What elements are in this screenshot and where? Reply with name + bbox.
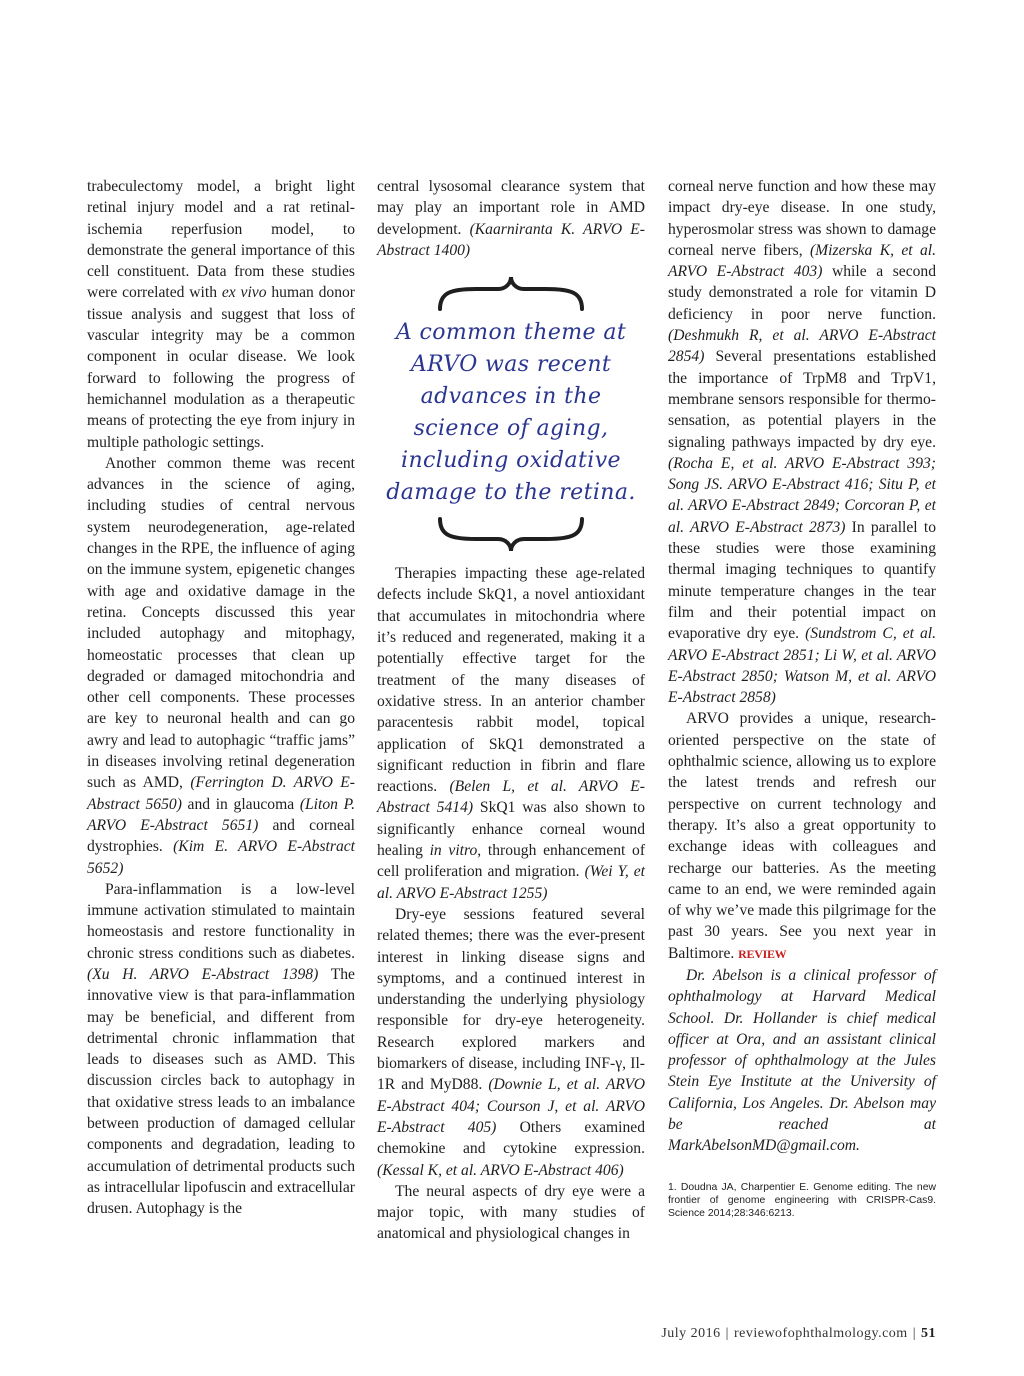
bottom-brace-icon [436, 517, 586, 553]
review-end-mark: REVIEW [738, 946, 787, 961]
column-3 [668, 176, 936, 1220]
footer-date: July 2016 [661, 1326, 721, 1341]
column-1 [87, 176, 355, 1220]
author-bio: Dr. Abelson is a clinical professor of ophthalmology at Harvard Medical School. Dr. Hollander is chief medical officer at Ora, and an assistant clinical professor of ophthalmology at the Jules Stein Eye Institute at the University of California, Los Angeles. Dr. Abelson may be reached at MarkAbelsonMD@gmail.com. [668, 966, 936, 1155]
page-number: 51 [921, 1326, 936, 1341]
footer-divider: | [912, 1326, 916, 1341]
footnote: 1. Doudna JA, Charpentier E. Genome editing. The new frontier of genome engineering with CRISPR-Cas9. Science 2014;28:346:6213. [668, 1181, 936, 1219]
col1-paragraph-1: trabeculectomy model, a bright light retinal injury model and a rat retinal-ischemia reperfusion model, to demonstrate the general importance of this cell constituent. Data from these studies were correlated with ex vivo human donor tissue analysis and suggest that loss of vascular integrity may be a common component in ocular disease. We look forward to following the progress of hemichannel modulation as a therapeutic means of protecting the eye from injury in multiple pathologic settings. [87, 178, 356, 451]
top-brace-icon [436, 275, 586, 311]
page-footer [661, 1326, 936, 1342]
col2-paragraph-2: Therapies impacting these age-related defects include SkQ1, a novel antioxidant that accumulates in mitochondria where it’s reduced and regenerated, making it a potentially effective target for the treatment of the many diseases of oxidative stress. In an anterior chamber paracentesis rabbit model, topical application of SkQ1 demonstrated a significant reduction in fibrin and flare reactions. (Belen L, et al. ARVO E-Abstract 5414) SkQ1 was also shown to significantly enhance corneal wound healing in vitro, through enhancement of cell proliferation and migration. (Wei Y, et al. ARVO E-Abstract 1255) [377, 565, 646, 902]
column-2 [377, 176, 645, 1245]
col3-paragraph-2: ARVO provides a unique, research-oriented perspective on the state of ophthalmic science, allowing us to explore the latest trends and refresh our perspective on current technology and therapy. It’s also a great opportunity to exchange ideas with colleagues and recharge our batteries. As the meeting came to an end, we were reminded again of why we’ve made this pilgrimage for the past 30 years. See you next year in Baltimore. REVIEW [668, 710, 936, 962]
pull-quote [377, 275, 645, 553]
footer-divider: | [725, 1326, 729, 1341]
col2-paragraph-3: Dry-eye sessions featured several related themes; there was the ever-present interest in linking disease signs and symptoms, and a continued interest in understanding the underlying physiology responsible for dry-eye heterogeneity. Research explored markers and biomarkers of disease, including INF-γ, Il-1R and MyD88. (Downie L, et al. ARVO E-Abstract 404; Courson J, et al. ARVO E-Abstract 405) Others examined chemokine and cytokine expression. (Kessal K, et al. ARVO E-Abstract 406) [377, 905, 645, 1179]
col1-paragraph-3: Para-inflammation is a low-level immune activation stimulated to maintain homeostasis and restore functionality in chronic stress conditions such as diabetes. (Xu H. ARVO E-Abstract 1398) The innovative view is that para-inflammation may be beneficial, and different from detrimental chronic inflammation that leads to diseases such as AMD. This discussion circles back to autophagy in that oxidative stress leads to an imbalance between production of damaged cellular components and degradation, leading to accumulation of detrimental products such as intracellular lipofuscin and extracellular drusen. Autophagy is the [87, 880, 355, 1218]
col2-paragraph-4: The neural aspects of dry eye were a major topic, with many studies of anatomical and physiological changes in [377, 1182, 645, 1243]
footer-site: reviewofophthalmology.com [733, 1326, 908, 1341]
col3-paragraph-1: corneal nerve function and how these may impact dry-eye disease. In one study, hyperosmolar stress was shown to damage corneal nerve fibers, (Mizerska K, et al. ARVO E-Abstract 403) while a second study demonstrated a role for vitamin D deficiency in poor nerve function. (Deshmukh R, et al. ARVO E-Abstract 2854) Several presentations established the importance of TrpM8 and TrpV1, membrane sensors responsible for thermo-sensation, as potential players in the signaling pathways impacted by dry eye. (Rocha E, et al. ARVO E-Abstract 393; Song JS. ARVO E-Abstract 416; Situ P, et al. ARVO E-Abstract 2849; Corcoran P, et al. ARVO E-Abstract 2873) In parallel to these studies were those examining thermal imaging techniques to quantify minute temperature changes in the tear film and their potential impact on evaporative dry eye. (Sundstrom C, et al. ARVO E-Abstract 2851; Li W, et al. ARVO E-Abstract 2850; Watson M, et al. ARVO E-Abstract 2858) [668, 178, 937, 707]
col1-paragraph-2: Another common theme was recent advances in the science of aging, including studies of central nervous system neurodegeneration, age-related changes in the RPE, the influence of aging on the immune system, epigenetic changes with age and oxidative damage in the retina. Concepts discussed this year included autophagy and mitophagy, homeostatic processes that clean up degraded or damaged mitochondria and other cell components. These processes are key to neuronal health and can go awry and lead to autophagic “traffic jams” in diseases involving retinal degeneration such as AMD, (Ferrington D. ARVO E-Abstract 5650) and in glaucoma (Liton P. ARVO E-Abstract 5651) and corneal dystrophies. (Kim E. ARVO E-Abstract 5652) [87, 454, 356, 877]
pull-quote-text: A common theme at ARVO was recent advances in the science of aging, including oxidative damage to the retina. [386, 320, 636, 506]
col2-paragraph-1: central lysosomal clearance system that may play an important role in AMD development. (Kaarniranta K. ARVO E-Abstract 1400) [377, 178, 645, 259]
